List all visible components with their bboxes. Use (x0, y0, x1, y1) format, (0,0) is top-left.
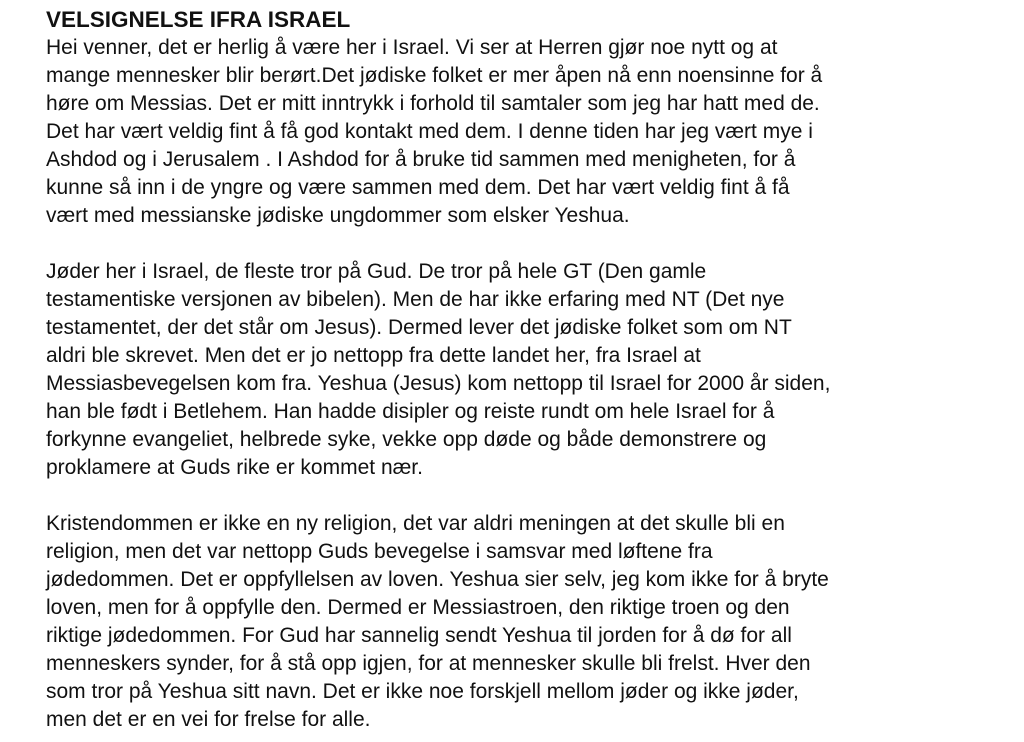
text-line: Hei venner, det er herlig å være her i Israel. Vi ser at Herren gjør noe nytt og at (46, 36, 778, 59)
text-line: proklamere at Guds rike er kommet nær. (46, 456, 423, 479)
text-line: jødedommen. Det er oppfyllelsen av loven. Yeshua sier selv, jeg kom ikke for å bryte (46, 568, 829, 591)
paragraph-spacer (46, 230, 1016, 258)
paragraph-spacer (46, 482, 1016, 510)
text-line: testamentet, der det står om Jesus). Dermed lever det jødiske folket som om NT (46, 316, 792, 339)
text-line: religion, men det var nettopp Guds bevegelse i samsvar med løftene fra (46, 540, 713, 563)
text-line: kunne så inn i de yngre og være sammen med dem. Det har vært veldig fint å få (46, 176, 790, 199)
text-line: han ble født i Betlehem. Han hadde disipler og reiste rundt om hele Israel for å (46, 400, 775, 423)
paragraph-1 (46, 34, 1016, 230)
text-line: men det er en vei for frelse for alle. (46, 708, 371, 731)
text-line: Ashdod og i Jerusalem . I Ashdod for å bruke tid sammen med menigheten, for å (46, 148, 796, 171)
text-line: menneskers synder, for å stå opp igjen, for at mennesker skulle bli frelst. Hver den (46, 652, 811, 675)
text-line: forkynne evangeliet, helbrede syke, vekke opp døde og både demonstrere og (46, 428, 767, 451)
text-line: mange mennesker blir berørt.Det jødiske folket er mer åpen nå enn noensinne for å (46, 64, 823, 87)
text-line: Det har vært veldig fint å få god kontakt med dem. I denne tiden har jeg vært mye i (46, 120, 813, 143)
text-line: testamentiske versjonen av bibelen). Men de har ikke erfaring med NT (Det nye (46, 288, 785, 311)
paragraph-3 (46, 510, 1016, 734)
text-line: riktige jødedommen. For Gud har sannelig sendt Yeshua til jorden for å dø for all (46, 624, 792, 647)
text-line: Jøder her i Israel, de fleste tror på Gud. De tror på hele GT (Den gamle (46, 260, 707, 283)
article-title: VELSIGNELSE IFRA ISRAEL (46, 7, 351, 32)
text-line: vært med messianske jødiske ungdommer som elsker Yeshua. (46, 204, 630, 227)
text-line: som tror på Yeshua sitt navn. Det er ikke noe forskjell mellom jøder og ikke jøder, (46, 680, 799, 703)
text-line: Kristendommen er ikke en ny religion, det var aldri meningen at det skulle bli en (46, 512, 785, 535)
paragraph-2 (46, 258, 1016, 482)
article (46, 6, 1016, 734)
text-line: aldri ble skrevet. Men det er jo nettopp fra dette landet her, fra Israel at (46, 344, 701, 367)
text-line: Messiasbevegelsen kom fra. Yeshua (Jesus) kom nettopp til Israel for 2000 år siden, (46, 372, 831, 395)
text-line: høre om Messias. Det er mitt inntrykk i forhold til samtaler som jeg har hatt med de. (46, 92, 820, 115)
text-line: loven, men for å oppfylle den. Dermed er Messiastroen, den riktige troen og den (46, 596, 790, 619)
